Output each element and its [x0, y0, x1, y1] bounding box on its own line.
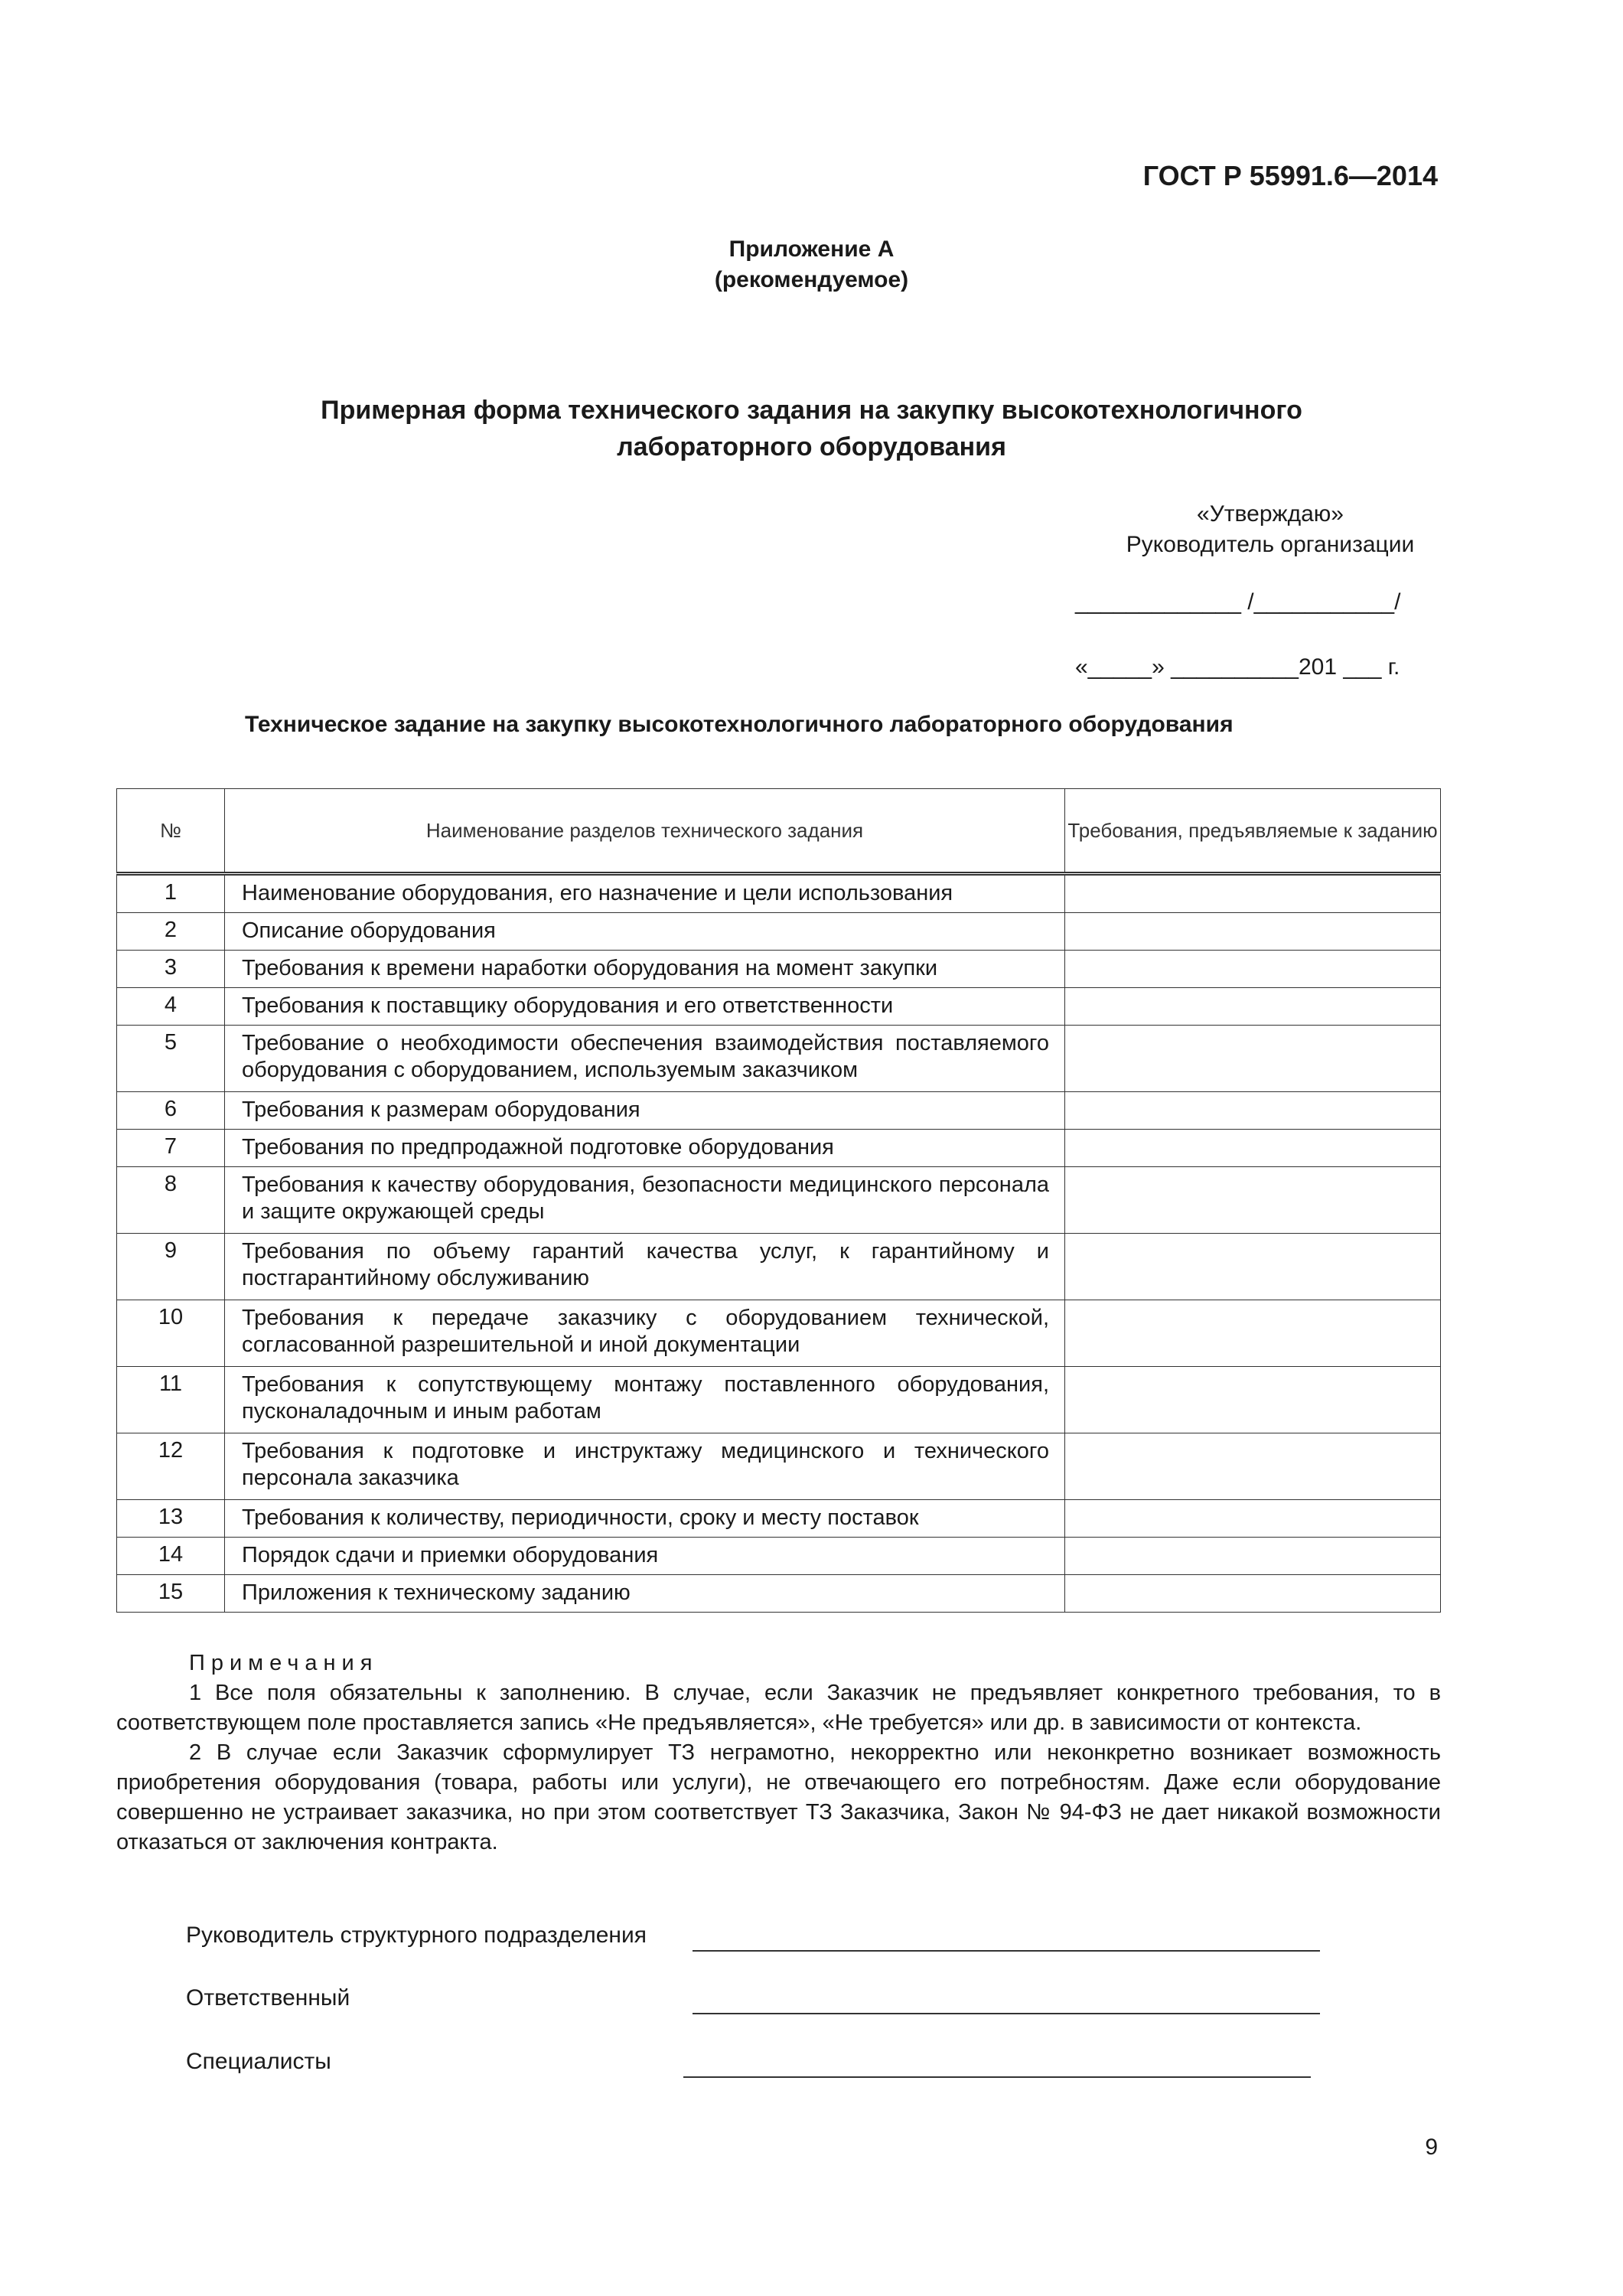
- row-number: 3: [117, 951, 225, 988]
- specialists-signature-line[interactable]: [683, 2076, 1311, 2078]
- row-number: 2: [117, 913, 225, 951]
- row-requirements-cell[interactable]: [1065, 1026, 1441, 1092]
- approval-signature-line: _____________ /___________/: [1075, 589, 1401, 615]
- table-row: [117, 1234, 1441, 1300]
- row-section-name: Требования к передаче заказчику с оборудованием технической, согласованной разрешительной и иной документации: [225, 1300, 1065, 1367]
- table-row: [117, 988, 1441, 1026]
- column-header-section: Наименование разделов технического задания: [225, 789, 1065, 874]
- row-requirements-cell[interactable]: [1065, 874, 1441, 913]
- row-number: 5: [117, 1026, 225, 1092]
- requirements-table: [116, 788, 1441, 1613]
- row-requirements-cell[interactable]: [1065, 1167, 1441, 1234]
- row-section-name: Требования к времени наработки оборудования на момент закупки: [225, 951, 1065, 988]
- specialists-label: Специалисты: [186, 2049, 331, 2074]
- appendix-heading: [0, 234, 1623, 295]
- row-section-name: Требования к подготовке и инструктажу медицинского и технического персонала заказчика: [225, 1433, 1065, 1500]
- form-title-line1: Примерная форма технического задания на закупку высокотехнологичного: [321, 396, 1302, 425]
- table-row: [117, 874, 1441, 913]
- column-header-requirements: Требования, предъявляемые к заданию: [1065, 789, 1441, 874]
- row-section-name: Требования к количеству, периодичности, сроку и месту поставок: [225, 1500, 1065, 1538]
- form-title: [0, 392, 1623, 465]
- note-2: 2 В случае если Заказчик сформулирует ТЗ неграмотно, некорректно или неконкретно возникает возможность приобретения оборудования (товара, работы или услуги), не отвечающего его потребностям. Даже если оборудование совершенно не устраивает заказчика, но при этом соответствует ТЗ Заказчика, Закон № 94-ФЗ не дает никакой возможности отказаться от заключения контракта.: [116, 1740, 1441, 1854]
- row-number: 13: [117, 1500, 225, 1538]
- row-number: 4: [117, 988, 225, 1026]
- row-number: 14: [117, 1538, 225, 1575]
- row-section-name: Требования к сопутствующему монтажу поставленного оборудования, пусконаладочным и иным работам: [225, 1367, 1065, 1433]
- row-requirements-cell[interactable]: [1065, 1433, 1441, 1500]
- row-requirements-cell[interactable]: [1065, 1367, 1441, 1433]
- form-title-line2: лабораторного оборудования: [617, 432, 1006, 461]
- department-head-label: Руководитель структурного подразделения: [186, 1923, 647, 1948]
- table-row: [117, 1300, 1441, 1367]
- spec-title: Техническое задание на закупку высокотехнологичного лабораторного оборудования: [245, 712, 1234, 737]
- table-row: [117, 1092, 1441, 1130]
- row-number: 9: [117, 1234, 225, 1300]
- row-section-name: Приложения к техническому заданию: [225, 1575, 1065, 1613]
- row-requirements-cell[interactable]: [1065, 1300, 1441, 1367]
- row-requirements-cell[interactable]: [1065, 1538, 1441, 1575]
- row-section-name: Наименование оборудования, его назначение и цели использования: [225, 874, 1065, 913]
- table-row: [117, 1167, 1441, 1234]
- row-number: 1: [117, 874, 225, 913]
- row-section-name: Описание оборудования: [225, 913, 1065, 951]
- appendix-title: Приложение А: [728, 236, 895, 262]
- row-number: 15: [117, 1575, 225, 1613]
- table-row: [117, 913, 1441, 951]
- page-number: 9: [1425, 2135, 1438, 2160]
- row-requirements-cell[interactable]: [1065, 951, 1441, 988]
- row-requirements-cell[interactable]: [1065, 988, 1441, 1026]
- row-number: 6: [117, 1092, 225, 1130]
- note-1: 1 Все поля обязательны к заполнению. В случае, если Заказчик не предъявляет конкретного требования, то в соответствующем поле проставляется запись «Не предъявляется», «Не требуется» или др. в зависимости от контекста.: [116, 1681, 1441, 1735]
- row-number: 10: [117, 1300, 225, 1367]
- row-requirements-cell[interactable]: [1065, 1234, 1441, 1300]
- approval-date-line: «_____» __________201 ___ г.: [1075, 654, 1400, 680]
- row-section-name: Требования по предпродажной подготовке оборудования: [225, 1130, 1065, 1167]
- responsible-label: Ответственный: [186, 1985, 350, 2011]
- column-header-number: №: [117, 789, 225, 874]
- row-requirements-cell[interactable]: [1065, 1500, 1441, 1538]
- row-number: 7: [117, 1130, 225, 1167]
- row-section-name: Требования к размерам оборудования: [225, 1092, 1065, 1130]
- row-section-name: Требование о необходимости обеспечения взаимодействия поставляемого оборудования с оборудованием, используемым заказчиком: [225, 1026, 1065, 1092]
- row-requirements-cell[interactable]: [1065, 913, 1441, 951]
- notes-section: [116, 1649, 1441, 1857]
- table-row: [117, 1130, 1441, 1167]
- row-requirements-cell[interactable]: [1065, 1130, 1441, 1167]
- row-section-name: Требования по объему гарантий качества услуг, к гарантийному и постгарантийному обслуживанию: [225, 1234, 1065, 1300]
- approval-head: Руководитель организации: [1126, 532, 1415, 557]
- row-number: 12: [117, 1433, 225, 1500]
- row-number: 11: [117, 1367, 225, 1433]
- notes-header: Примечания: [189, 1651, 379, 1675]
- table-row: [117, 1538, 1441, 1575]
- responsible-signature-line[interactable]: [693, 2013, 1320, 2014]
- table-row: [117, 951, 1441, 988]
- table-row: [117, 1433, 1441, 1500]
- row-section-name: Требования к качеству оборудования, безопасности медицинского персонала и защите окружающей среды: [225, 1167, 1065, 1234]
- table-header-row: [117, 789, 1441, 874]
- department-head-signature-line[interactable]: [693, 1950, 1320, 1952]
- table-row: [117, 1575, 1441, 1613]
- row-section-name: Требования к поставщику оборудования и его ответственности: [225, 988, 1065, 1026]
- row-requirements-cell[interactable]: [1065, 1575, 1441, 1613]
- table-row: [117, 1500, 1441, 1538]
- approval-stamp: «Утверждаю»: [1197, 501, 1344, 527]
- appendix-status: (рекомендуемое): [714, 267, 909, 292]
- row-requirements-cell[interactable]: [1065, 1092, 1441, 1130]
- table-row: [117, 1367, 1441, 1433]
- row-number: 8: [117, 1167, 225, 1234]
- row-section-name: Порядок сдачи и приемки оборудования: [225, 1538, 1065, 1575]
- table-row: [117, 1026, 1441, 1092]
- standard-number: ГОСТ Р 55991.6—2014: [1142, 160, 1438, 191]
